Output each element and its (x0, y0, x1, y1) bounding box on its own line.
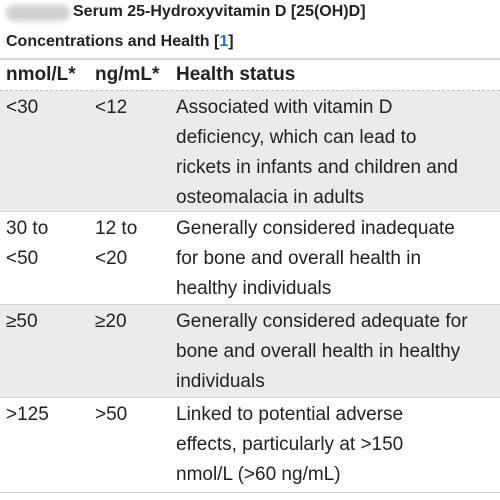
caption-line2-close: ] (228, 33, 234, 50)
blurred-caption-prefix (6, 5, 70, 21)
cell-health-status: Generally considered inadequate for bone and overall health in healthy individuals (176, 218, 455, 299)
cell-health-status: Associated with vitamin D deficiency, which can lead to rickets in infants and children and osteomalacia in adults (176, 97, 458, 208)
header-ng: ng/mL* (95, 64, 160, 85)
table-header-row (0, 60, 500, 90)
cell-ng: >50 (95, 404, 128, 425)
cell-ng: <12 (95, 97, 128, 118)
table-caption (0, 0, 500, 62)
caption-title-line1: Serum 25-Hydroxyvitamin D [25(OH)D] (73, 3, 366, 20)
cell-nmol: <30 (6, 97, 39, 118)
table-row (0, 398, 500, 493)
table-row (0, 305, 500, 398)
header-nmol: nmol/L* (6, 64, 76, 85)
header-health-status: Health status (176, 64, 296, 85)
cell-health-status: Generally considered adequate for bone and overall health in healthy individuals (176, 311, 468, 392)
caption-title-line2 (6, 33, 234, 51)
cell-nmol: >125 (6, 404, 49, 425)
cell-nmol: ≥50 (6, 311, 38, 332)
cell-health-status: Linked to potential adverse effects, particularly at >150 nmol/L (>60 ng/mL) (176, 404, 404, 485)
table-row (0, 212, 500, 305)
table-row (0, 91, 500, 212)
cell-ng: 12 to <20 (95, 218, 138, 269)
cell-nmol: 30 to <50 (6, 218, 49, 269)
reference-link[interactable]: 1 (219, 33, 229, 50)
cell-ng: ≥20 (95, 311, 127, 332)
caption-line2-text: Concentrations and Health [ (6, 33, 220, 50)
